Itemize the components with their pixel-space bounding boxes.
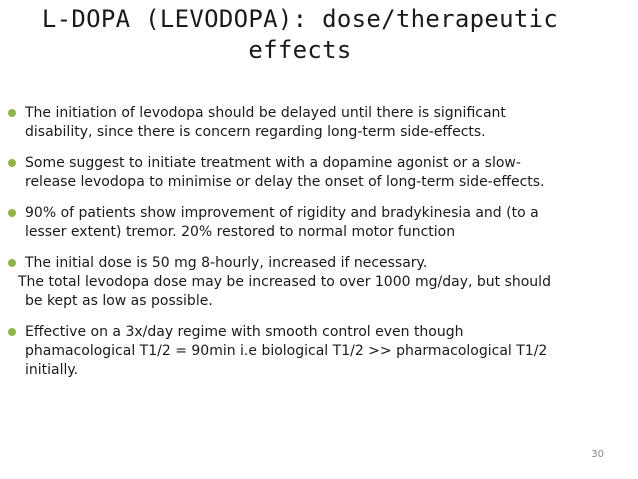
bullet-item-dopamine-agonist (8, 154, 623, 192)
slide-title (0, 4, 600, 66)
bullet-text-line: be kept as low as possible. (25, 293, 213, 309)
bullet-text-line: The total levodopa dose may be increased to over 1000 mg/day, but should (18, 274, 551, 290)
bullet-item-improvement (8, 204, 623, 242)
bullet-dot-icon (8, 328, 16, 336)
bullet-text-line: Effective on a 3x/day regime with smooth control even though (25, 324, 464, 340)
bullet-text-line: initially. (25, 362, 79, 378)
bullet-text-line: release levodopa to minimise or delay the onset of long-term side-effects. (25, 174, 545, 190)
bullet-list (8, 104, 623, 392)
bullet-item-initiation (8, 104, 623, 142)
bullet-item-initial-dose (8, 254, 623, 311)
bullet-text-line: 90% of patients show improvement of rigidity and bradykinesia and (to a (25, 205, 539, 221)
page-number: 30 (591, 449, 604, 460)
bullet-dot-icon (8, 259, 16, 267)
bullet-dot-icon (8, 159, 16, 167)
slide-title-line-1: L-DOPA (LEVODOPA): dose/therapeutic (41, 5, 559, 33)
bullet-text-line: The initial dose is 50 mg 8-hourly, increased if necessary. (25, 255, 428, 271)
bullet-text-line: Some suggest to initiate treatment with a dopamine agonist or a slow- (25, 155, 521, 171)
bullet-text-line: phamacological T1/2 = 90min i.e biological T1/2 >> pharmacological T1/2 (25, 343, 548, 359)
bullet-text-line: lesser extent) tremor. 20% restored to normal motor function (25, 224, 456, 240)
bullet-text-line: The initiation of levodopa should be delayed until there is significant (25, 105, 506, 121)
bullet-dot-icon (8, 209, 16, 217)
bullet-text-line: disability, since there is concern regarding long-term side-effects. (25, 124, 486, 140)
bullet-dot-icon (8, 109, 16, 117)
bullet-item-regime (8, 323, 623, 380)
slide-title-line-2: effects (248, 36, 352, 64)
